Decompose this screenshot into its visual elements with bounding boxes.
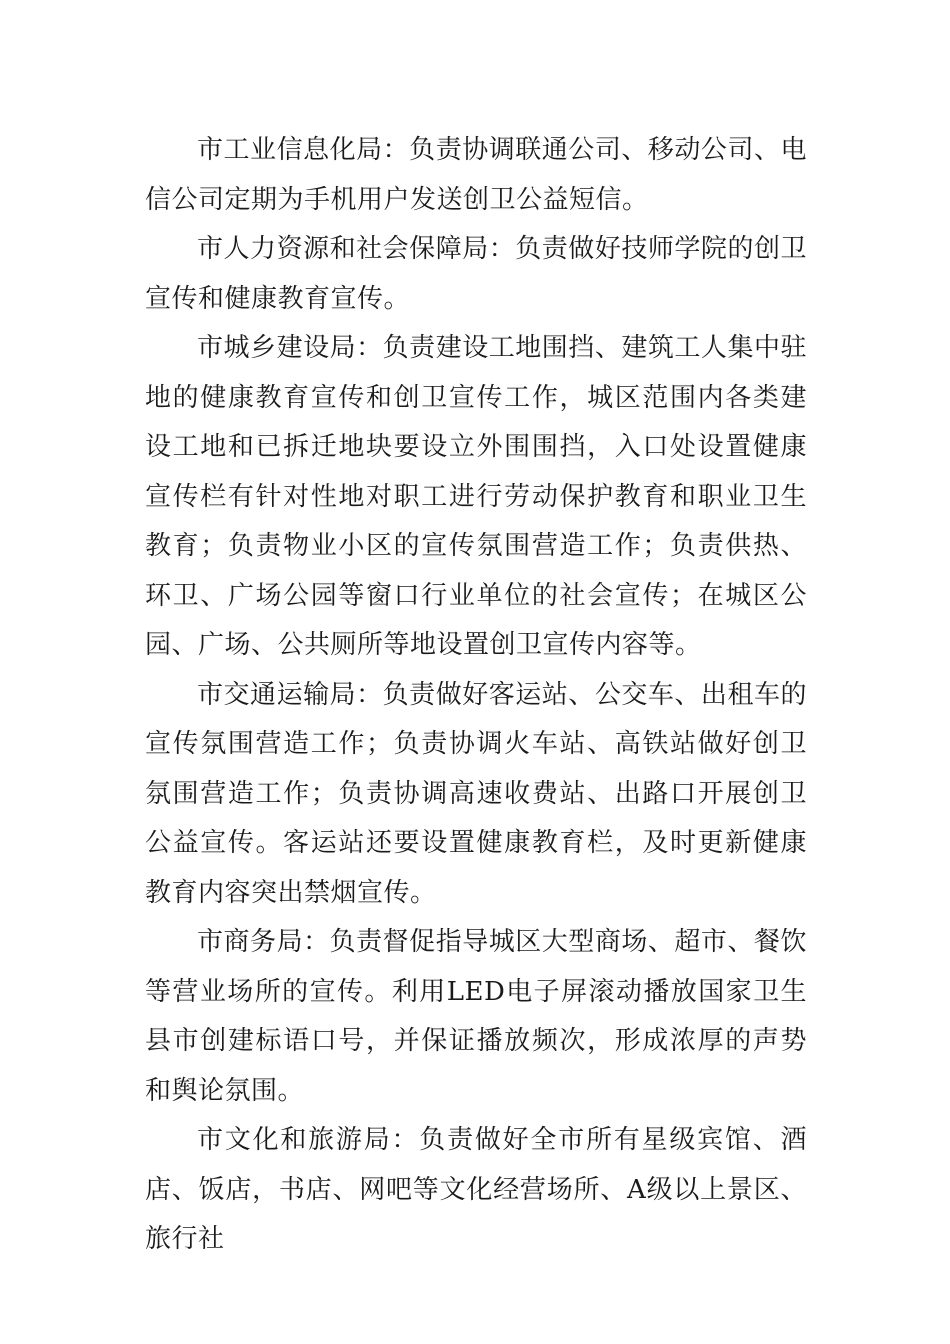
paragraph-culture-tourism-bureau: 市文化和旅游局：负责做好全市所有星级宾馆、酒店、饭店，书店、网吧等文化经营场所、A级以上景区、旅行社	[145, 1125, 807, 1254]
paragraph-urban-rural-construction-bureau: 市城乡建设局：负责建设工地围挡、建筑工人集中驻地的健康教育宣传和创卫宣传工作，城区范围内各类建设工地和已拆迁地块要设立外围围挡，入口处设置健康宣传栏有针对性地对职工进行劳动保护教育和职业卫生教育；负责物业小区的宣传氛围营造工作；负责供热、环卫、广场公园等窗口行业单位的社会宣传；在城区公园、广场、公共厕所等地设置创卫宣传内容等。	[145, 333, 807, 660]
paragraph-hr-social-security-bureau: 市人力资源和社会保障局：负责做好技师学院的创卫宣传和健康教育宣传。	[145, 234, 807, 314]
paragraph-commerce-bureau: 市商务局：负责督促指导城区大型商场、超市、餐饮等营业场所的宣传。利用LED电子屏滚动播放国家卫生县市创建标语口号，并保证播放频次，形成浓厚的声势和舆论氛围。	[145, 927, 807, 1106]
paragraph-transport-bureau: 市交通运输局：负责做好客运站、公交车、出租车的宣传氛围营造工作；负责协调火车站、高铁站做好创卫氛围营造工作；负责协调高速收费站、出路口开展创卫公益宣传。客运站还要设置健康教育栏，及时更新健康教育内容突出禁烟宣传。	[145, 679, 807, 908]
document-body	[145, 126, 807, 1265]
paragraph-industry-it-bureau: 市工业信息化局：负责协调联通公司、移动公司、电信公司定期为手机用户发送创卫公益短信。	[145, 135, 807, 215]
